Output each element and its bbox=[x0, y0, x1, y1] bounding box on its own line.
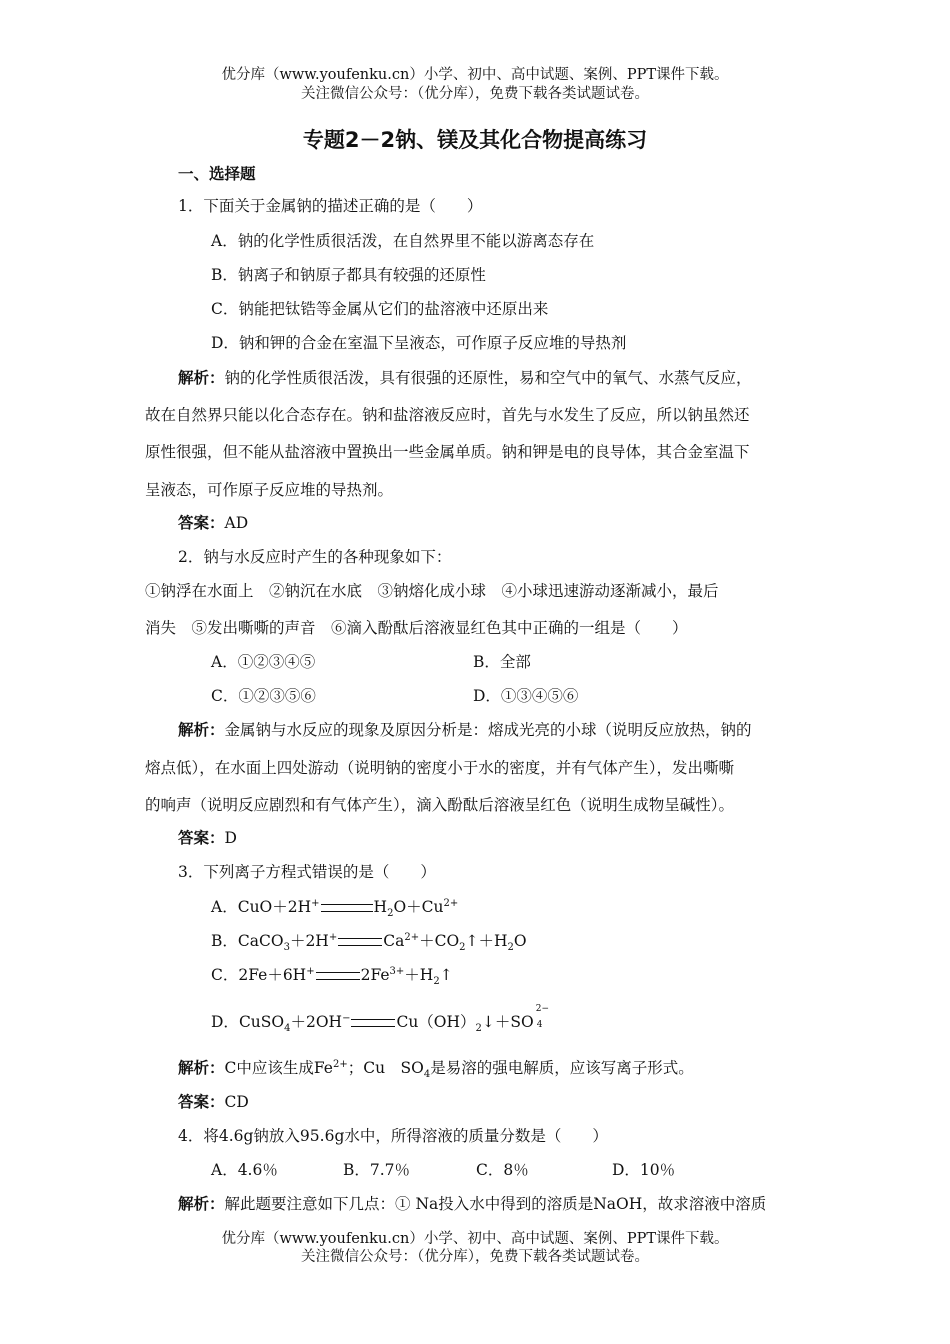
eq-text: ↑ bbox=[439, 966, 453, 984]
q1-option-b: B．钠离子和钠原子都具有较强的还原性 bbox=[211, 266, 486, 284]
eq-text: CaCO bbox=[237, 932, 284, 950]
yields-sign bbox=[351, 1019, 395, 1027]
q2-option-c: C．①②③⑤⑥ bbox=[211, 687, 316, 705]
q1-analysis-line-2: 故在自然界只能以化合态存在。钠和盐溶液反应时，首先与水发生了反应，所以钠虽然还 bbox=[145, 406, 750, 424]
q2-analysis-line-3: 的响声（说明反应剧烈和有气体产生），滴入酚酞后溶液呈红色（说明生成物呈碱性）。 bbox=[145, 796, 735, 814]
analysis-text: 是易溶的强电解质，应该写离子形式。 bbox=[430, 1059, 694, 1077]
eq-text: ↑＋H bbox=[465, 932, 508, 950]
eq-charge: 2+ bbox=[404, 931, 420, 943]
header-line-2: 关注微信公众号：（优分库），免费下载各类试题试卷。 bbox=[301, 86, 649, 102]
analysis-label: 解析： bbox=[178, 720, 225, 739]
eq-text: ＋2OH bbox=[290, 1013, 343, 1031]
q2-option-a: A．①②③④⑤ bbox=[211, 653, 316, 671]
q1-answer bbox=[178, 513, 248, 533]
eq-text: O＋Cu bbox=[393, 898, 444, 916]
q1-stem: 1．下面关于金属钠的描述正确的是（ ） bbox=[178, 197, 483, 215]
eq-text: ＋CO bbox=[419, 932, 460, 950]
section-heading: 一、选择题 bbox=[178, 164, 256, 183]
eq-charge: + bbox=[311, 897, 320, 909]
q4-option-c: C．8％ bbox=[476, 1161, 529, 1179]
eq-sub: 2 bbox=[433, 976, 440, 988]
eq-text: 2Fe bbox=[360, 966, 390, 984]
analysis-text: 金属钠与水反应的现象及原因分析是：熔成光亮的小球（说明反应放热，钠的 bbox=[224, 721, 752, 739]
sulfate-charge-stack bbox=[534, 1004, 550, 1032]
answer-label: 答案： bbox=[178, 1092, 225, 1111]
q3-answer bbox=[178, 1092, 249, 1112]
q2-phenomena-line-1: ①钠浮在水面上 ②钠沉在水底 ③钠熔化成小球 ④小球迅速游动逐渐减小，最后 bbox=[145, 582, 719, 600]
q2-option-b: B．全部 bbox=[473, 653, 531, 671]
eq-text: CuSO bbox=[238, 1013, 285, 1031]
eq-text: ＋H bbox=[404, 966, 434, 984]
q1-analysis-line-1 bbox=[178, 368, 752, 388]
q4-option-b: B．7.7％ bbox=[343, 1161, 411, 1179]
q1-analysis-line-4: 呈液态，可作原子反应堆的导热剂。 bbox=[145, 481, 394, 499]
eq-charge: + bbox=[306, 965, 315, 977]
eq-sub: 4 bbox=[284, 1023, 291, 1035]
q3-option-a bbox=[211, 897, 459, 920]
q3-option-c bbox=[211, 965, 453, 988]
analysis-text: 解此题要注意如下几点：① Na投入水中得到的溶质是NaOH，故求溶液中溶质 bbox=[224, 1195, 767, 1213]
eq-text: 2Fe＋6H bbox=[238, 966, 307, 984]
q2-analysis-line-1 bbox=[178, 720, 752, 740]
eq-charge: 3+ bbox=[389, 965, 405, 977]
analysis-text: C中应该生成Fe bbox=[224, 1059, 333, 1077]
eq-sub: 3 bbox=[283, 942, 290, 954]
page-title: 专题2－2钠、镁及其化合物提高练习 bbox=[302, 128, 648, 152]
q2-phenomena-line-2: 消失 ⑤发出嘶嘶的声音 ⑥滴入酚酞后溶液显红色其中正确的一组是（ ） bbox=[145, 619, 688, 637]
eq-sub: 2 bbox=[459, 942, 466, 954]
eq-sub: 4 bbox=[423, 1069, 431, 1081]
q3-analysis bbox=[178, 1058, 694, 1081]
q3-option-d bbox=[211, 1004, 550, 1035]
eq-charge: + bbox=[328, 931, 338, 943]
q3-stem: 3．下列离子方程式错误的是（ ） bbox=[178, 863, 436, 881]
q2-option-d: D．①③④⑤⑥ bbox=[473, 687, 579, 705]
analysis-text: 钠的化学性质很活泼，具有很强的还原性，易和空气中的氧气、水蒸气反应， bbox=[224, 369, 752, 387]
analysis-label: 解析： bbox=[178, 1194, 225, 1213]
eq-text: ↓＋SO bbox=[481, 1013, 534, 1031]
analysis-label: 解析： bbox=[178, 368, 225, 387]
eq-sub: 2 bbox=[387, 908, 394, 920]
yields-sign bbox=[338, 938, 382, 946]
eq-text: Cu（OH） bbox=[396, 1013, 476, 1031]
answer-value: D bbox=[224, 829, 237, 847]
yields-sign bbox=[316, 972, 360, 980]
answer-label: 答案： bbox=[178, 828, 225, 847]
q2-answer bbox=[178, 828, 237, 848]
q4-analysis bbox=[178, 1194, 766, 1214]
q4-stem: 4．将4.6g钠放入95.6g水中，所得溶液的质量分数是（ ） bbox=[178, 1127, 608, 1145]
eq-charge: 2+ bbox=[443, 897, 459, 909]
answer-label: 答案： bbox=[178, 513, 225, 532]
eq-text: O bbox=[513, 932, 527, 950]
eq-text: CuO＋2H bbox=[237, 898, 312, 916]
yields-sign bbox=[321, 904, 373, 912]
analysis-label: 解析： bbox=[178, 1058, 225, 1077]
eq-text: H bbox=[373, 898, 388, 916]
q1-option-d: D．钠和钾的合金在室温下呈液态，可作原子反应堆的导热剂 bbox=[211, 334, 627, 352]
option-letter: C． bbox=[211, 966, 239, 984]
q4-option-a: A．4.6％ bbox=[211, 1161, 278, 1179]
sulfate-subscript: 4 bbox=[536, 1020, 543, 1030]
answer-value: CD bbox=[224, 1093, 249, 1111]
q2-stem: 2．钠与水反应时产生的各种现象如下： bbox=[178, 548, 452, 566]
footer-line-2: 关注微信公众号：（优分库），免费下载各类试题试卷。 bbox=[301, 1249, 649, 1265]
footer-line-1: 优分库（www.youfenku.cn）小学、初中、高中试题、案例、PPT课件下载。 bbox=[221, 1231, 729, 1247]
eq-sub: 2 bbox=[507, 942, 514, 954]
sulfate-charge: 2− bbox=[535, 1004, 550, 1014]
eq-text: Ca bbox=[383, 932, 405, 950]
header-line-1: 优分库（www.youfenku.cn）小学、初中、高中试题、案例、PPT课件下载。 bbox=[221, 67, 729, 83]
q2-analysis-line-2: 熔点低），在水面上四处游动（说明钠的密度小于水的密度，并有气体产生），发出嘶嘶 bbox=[145, 759, 735, 777]
eq-sub: 2 bbox=[475, 1023, 482, 1035]
option-letter: D． bbox=[211, 1013, 239, 1031]
eq-text: ＋2H bbox=[289, 932, 329, 950]
q1-option-a: A．钠的化学性质很活泼，在自然界里不能以游离态存在 bbox=[211, 232, 595, 250]
q1-analysis-line-3: 原性很强，但不能从盐溶液中置换出一些金属单质。钠和钾是电的良导体，其合金室温下 bbox=[145, 443, 750, 461]
q3-option-b bbox=[211, 931, 527, 954]
answer-value: AD bbox=[224, 514, 249, 532]
eq-charge: − bbox=[342, 1012, 351, 1024]
q1-option-c: C．钠能把钛锆等金属从它们的盐溶液中还原出来 bbox=[211, 300, 549, 318]
eq-charge: 2+ bbox=[332, 1058, 348, 1070]
analysis-text: ；Cu SO bbox=[347, 1059, 424, 1077]
option-letter: B． bbox=[211, 932, 238, 950]
option-letter: A． bbox=[211, 898, 238, 916]
q4-option-d: D．10％ bbox=[612, 1161, 676, 1179]
